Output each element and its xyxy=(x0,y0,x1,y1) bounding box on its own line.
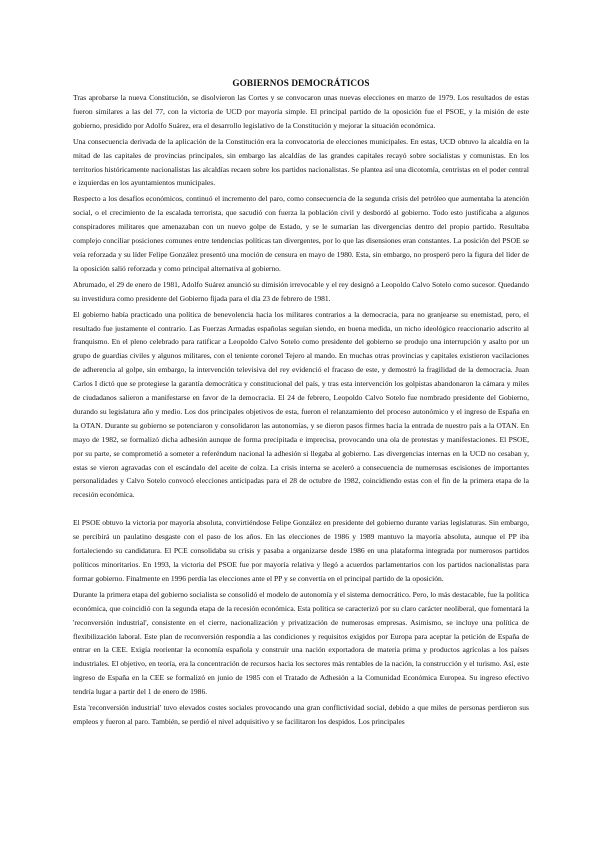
paragraph-gobierno-socialista: Durante la primera etapa del gobierno socialista se consolidó el modelo de autonomía y el sistema democrático. Pero, lo más destacable, fue la política económica, que coincidió con la segunda etapa de la recesión económica. Esta política se caracterizó por su claro carácter neoliberal, que fomentará la 'reconversión industrial', consistente en el cierre, nacionalización y privatización de numerosas empresas. Asimismo, se incluye una política de flexibilización laboral. Este plan de reconversión respondía a las condiciones y requisitos exigidos por Europa para aceptar la petición de España de entrar en la CEE. Exigía reorientar la economía española y construir una nación exportadora de materia prima y productos agrícolas a los países industriales. El objetivo, en teoría, era la concentración de recursos hacia los sectores más rentables de la nación, la construcción y el turismo. Así, este ingreso de España en la CEE se formalizó en junio de 1985 con el Tratado de Adhesión a la Comunidad Económica Europea. Su ingreso efectivo tendría lugar a partir del 1 de enero de 1986. xyxy=(73,589,529,697)
paragraph-victoria-psoe: El PSOE obtuvo la victoria por mayoría absoluta, convirtiéndose Felipe González en presidente del gobierno durante varias legislaturas. Sin embargo, se percibirá un paulatino desgaste con el paso de los años. En las elecciones de 1986 y 1989 mantuvo la mayoría absoluta, aunque el PP iba fortaleciendo su candidatura. El PCE consolidaba su crisis y pasaba a organizarse desde 1986 en una plataforma integrada por numerosos partidos políticos minoritarios. En 1993, la victoria del PSOE fue por mayoría relativa y llegó a acuerdos parlamentarios con los partidos nacionalistas para formar gobierno. Finalmente en 1996 perdía las elecciones ante el PP y se convertía en el principal partido de la oposición. xyxy=(73,518,529,583)
paragraph-elecciones-1979: Tras aprobarse la nueva Constitución, se disolvieron las Cortes y se convocaron unas nuevas elecciones en marzo de 1979. Los resultados de estas fueron similares a las del 77, con la victoria de UCD por mayoría simple. El principal partido de la oposición fue el PSOE, y la misión de este gobierno, presidido por Adolfo Suárez, era el desarrollo legislativo de la Constitución y mejorar la situación económica. xyxy=(73,93,529,130)
section-spacer xyxy=(73,504,529,516)
document-title: GOBIERNOS DEMOCRÁTICOS xyxy=(232,78,370,88)
paragraph-reconversion-industrial: Esta 'reconversión industrial' tuvo elevados costes sociales provocando una gran conflictividad social, debido a que miles de personas perdieron sus empleos y fueron al paro. También, se perdió el nivel adquisitivo y se facilitaron los despidos. Los principales xyxy=(73,703,529,726)
paragraph-desafios-economicos: Respecto a los desafíos económicos, continuó el incremento del paro, como consecuencia de la segunda crisis del petróleo que aumentaba la atención social, o el crecimiento de la escalada terrorista, que sacudió con fuerza la población civil y desbordó al gobierno. Todo esto justificaba a algunos conspiradores militares que amenazaban con un nuevo golpe de Estado, y se le sumarían las divergencias dentro del propio partido. Resultaba complejo conciliar posiciones comunes entre tendencias políticas tan divergentes, por lo que las disensiones eran constantes. La posición del PSOE se veía reforzada y su líder Felipe González presentó una moción de censura en mayo de 1980. Esta, sin embargo, no prosperó pero la figura del líder de la oposición salió reforzada y como principal alternativa al gobierno. xyxy=(73,194,529,273)
paragraph-dimision-suarez: Abrumado, el 29 de enero de 1981, Adolfo Suárez anunció su dimisión irrevocable y el rey designó a Leopoldo Calvo Sotelo como sucesor. Quedando su investidura como presidente del Gobierno fijada para el día 23 de febrero de 1981. xyxy=(73,279,529,303)
paragraph-golpe-de-estado: El gobierno había practicado una política de benevolencia hacia los militares contrarios a la democracia, para no granjearse su enemistad, pero, el resultado fue justamente el contrario. Las Fuerzas Armadas españolas seguían siendo, en buena medida, un nicho ideológico reaccionario adscrito al franquismo. En el pleno celebrado para ratificar a Leopoldo Calvo Sotelo como presidente del gobierno se produjo una interrupción y asalto por un grupo de guardias civiles y algunos militares, con el teniente coronel Tejero al mando. En muchas otras provincias y capitales existieron vacilaciones de adherencia al golpe, sin embargo, la intervención televisiva del rey evidenció el fracaso de este, y demostró la fragilidad de la democracia. Juan Carlos I dictó que se protegiese la garantía democrática y constitucional del país, y tras esta intervención los golpistas abandonaron la cámara y miles de ciudadanos salieron a manifestarse en favor de la democracia. El 24 de febrero, Leopoldo Calvo Sotelo fue nombrado presidente del Gobierno, durando su legislatura año y medio. Los dos principales objetivos de esta, fueron el relanzamiento del proceso autonómico y el ingreso de España en la OTAN. Durante su gobierno se potenciaron y consolidaron las autonomías, y se dieron pasos firmes hacia la entrada de nuestro país a la OTAN. En mayo de 1982, se formalizó dicha adhesión aunque de forma precipitada e imprecisa, provocando una ola de protestas y manifestaciones. El PSOE, por su parte, se comprometió a someter a referéndum nacional la adhesión si llegaba al gobierno. Las divergencias internas en la UCD no cesaban y, estas se vieron agravadas con el escándalo del aceite de colza. La crisis interna se aceleró a consecuencia de numerosas escisiones de importantes personalidades y Calvo Sotelo convocó elecciones anticipadas para el 28 de octubre de 1982, coincidiendo estas con el fin de la primera etapa de la recesión económica. xyxy=(73,309,529,500)
document-body xyxy=(73,78,529,731)
paragraph-elecciones-municipales: Una consecuencia derivada de la aplicación de la Constitución era la convocatoria de elecciones municipales. En estas, UCD obtuvo la alcaldía en la mitad de las capitales de provincias principales, sin embargo las alcaldías de las grandes capitales recayó sobre socialistas y comunistas. En los territorios históricamente nacionalistas las alcaldías recaen sobre los partidos nacionalistas. Se plantea así una dicotomía, centristas en el poder central e izquierdas en los ayuntamientos municipales. xyxy=(73,136,529,188)
